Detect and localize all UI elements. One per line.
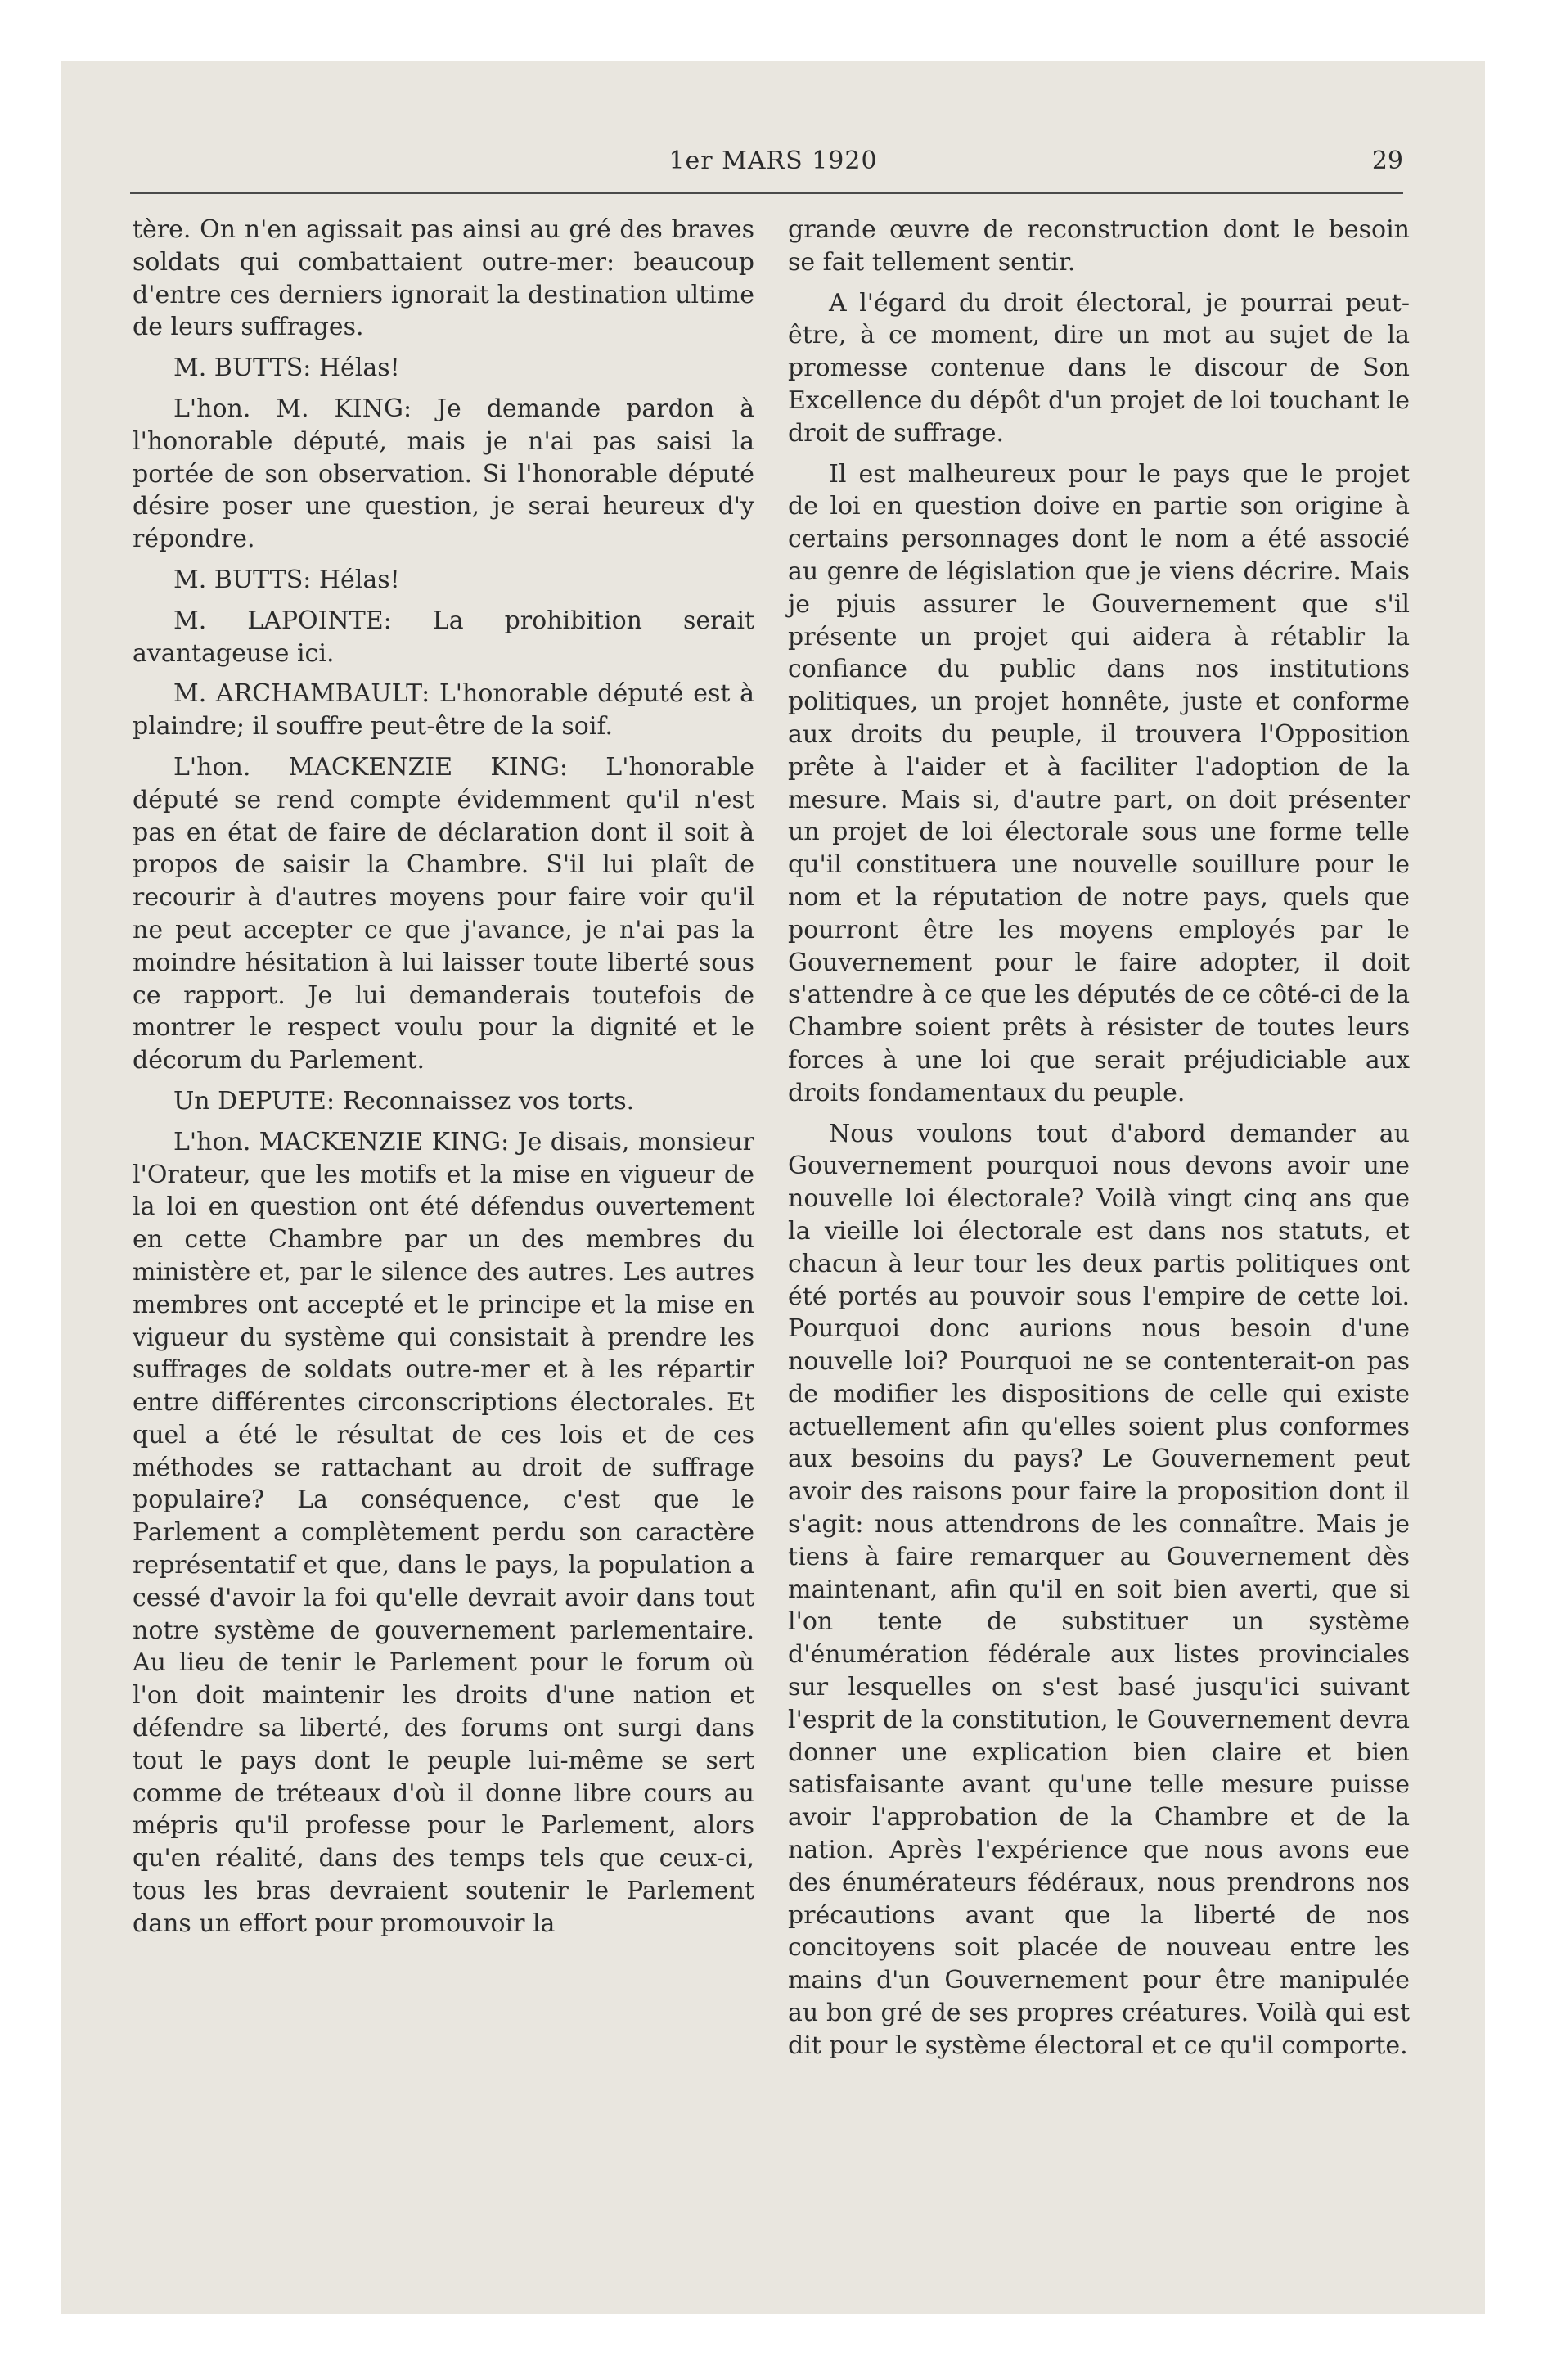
paragraph: grande œuvre de reconstruction dont le besoin se fait tellement sentir. <box>788 215 1410 277</box>
paragraph: Nous voulons tout d'abord demander au Gouvernement pourquoi nous devons avoir une nouvelle loi électorale? Voilà vingt cinq ans que la vieille loi électorale est dans nos statuts, et chacun à leur tour les deux partis politiques ont été portés au pouvoir sous l'empire de cette loi. Pourquoi donc aurions nous besoin d'une nouvelle loi? Pourquoi ne se contenterait-on pas de modifier les dispositions de celle qui existe actuellement afin qu'elles soient plus conformes aux besoins du pays? Le Gouvernement peut avoir des raisons pour faire la proposition dont il s'agit: nous attendrons de les connaître. Mais je tiens à faire remarquer au Gouvernement dès maintenant, afin qu'il en soit bien averti, que si l'on tente de substituer un système d'énumération fédérale aux listes provinciales sur lesquelles on s'est basé jusqu'ici suivant l'esprit de la constitution, le Gouvernement devra donner une explication bien claire et bien satisfaisante avant qu'une telle mesure puisse avoir l'approbation de la Chambre et de la nation. Après l'expérience que nous avons eue des énumérateurs fédéraux, nous prendrons nos précautions avant que la liberté de nos concitoyens soit placée de nouveau entre les mains d'un Gouvernement pour être manipulée au bon gré de ses propres créatures. Voilà qui est dit pour le système électoral et ce qu'il comporte. <box>788 1119 1410 2060</box>
paragraph: tère. On n'en agissait pas ainsi au gré des braves soldats qui combattaient outre-mer: beaucoup d'entre ces derniers ignorait la destination ultime de leurs suffrages. <box>133 215 754 342</box>
header-rule <box>130 192 1403 194</box>
scanned-page <box>61 61 1485 2314</box>
left-column <box>133 214 754 1949</box>
right-column <box>788 214 1410 2071</box>
paragraph: Un DEPUTE: Reconnaissez vos torts. <box>173 1086 635 1116</box>
paragraph: Il est malheureux pour le pays que le projet de loi en question doive en partie son origine à certains personnages dont le nom a été associé au genre de législation que je viens décrire. Mais je pjuis assurer le Gouvernement que s'il présente un projet qui aidera à rétablir la confiance du public dans nos institutions politiques, un projet honnête, juste et conforme aux droits du peuple, il trouvera l'Opposition prête à l'aider et à faciliter l'adoption de la mesure. Mais si, d'autre part, on doit présenter un projet de loi électorale sous une forme telle qu'il constituera une nouvelle souillure pour le nom et la réputation de notre pays, quels que pourront être les moyens employés par le Gouvernement pour le faire adopter, il doit s'attendre à ce que les députés de ce côté-ci de la Chambre soient prêts à résister de toutes leurs forces à une loi que serait préjudiciable aux droits fondamentaux du peuple. <box>788 459 1410 1107</box>
paragraph: M. ARCHAMBAULT: L'honorable député est à plaindre; il souffre peut-être de la soif. <box>133 679 754 741</box>
paragraph: M. LAPOINTE: La prohibition serait avantageuse ici. <box>133 606 754 668</box>
paragraph: A l'égard du droit électoral, je pourrai peut-être, à ce moment, dire un mot au sujet de la promesse contenue dans le discour de Son Excellence du dépôt d'un projet de loi touchant le droit de suffrage. <box>788 288 1410 448</box>
running-header <box>61 140 1485 189</box>
paragraph: M. BUTTS: Hélas! <box>173 565 400 594</box>
paragraph: L'hon. M. KING: Je demande pardon à l'honorable député, mais je n'ai pas saisi la portée de son observation. Si l'honorable député désire poser une question, je serai heureux d'y répondre. <box>133 394 754 554</box>
paragraph: L'hon. MACKENZIE KING: Je disais, monsieur l'Orateur, que les motifs et la mise en vigueur de la loi en question ont été défendus ouvertement en cette Chambre par un des membres du ministère et, par le silence des autres. Les autres membres ont accepté et le principe et la mise en vigueur du système qui consistait à prendre les suffrages de soldats outre-mer et à les répartir entre différentes circonscriptions électorales. Et quel a été le résultat de ces lois et de ces méthodes se rattachant au droit de suffrage populaire? La conséquence, c'est que le Parlement a complètement perdu son caractère représentatif et que, dans le pays, la population a cessé d'avoir la foi qu'elle devrait avoir dans tout notre système de gouvernement parlementaire. Au lieu de tenir le Parlement pour le forum où l'on doit maintenir les droits d'une nation et défendre sa liberté, des forums ont surgi dans tout le pays dont le peuple lui-même se sert comme de tréteaux d'où il donne libre cours au mépris qu'il professe pour le Parlement, alors qu'en réalité, dans des temps tels que ceux-ci, tous les bras devraient soutenir le Parlement dans un effort pour promouvoir la <box>133 1127 754 1938</box>
header-date: 1er MARS 1920 <box>668 146 878 175</box>
paragraph: L'hon. MACKENZIE KING: L'honorable député se rend compte évidemment qu'il n'est pas en état de faire de déclaration dont il soit à propos de saisir la Chambre. S'il lui plaît de recourir à d'autres moyens pour faire voir qu'il ne peut accepter ce que j'avance, je n'ai pas la moindre hésitation à lui laisser toute liberté sous ce rapport. Je lui demanderais toutefois de montrer le respect voulu pour la dignité et le décorum du Parlement. <box>133 752 754 1075</box>
page-number: 29 <box>1371 146 1403 175</box>
paragraph: M. BUTTS: Hélas! <box>173 354 400 383</box>
